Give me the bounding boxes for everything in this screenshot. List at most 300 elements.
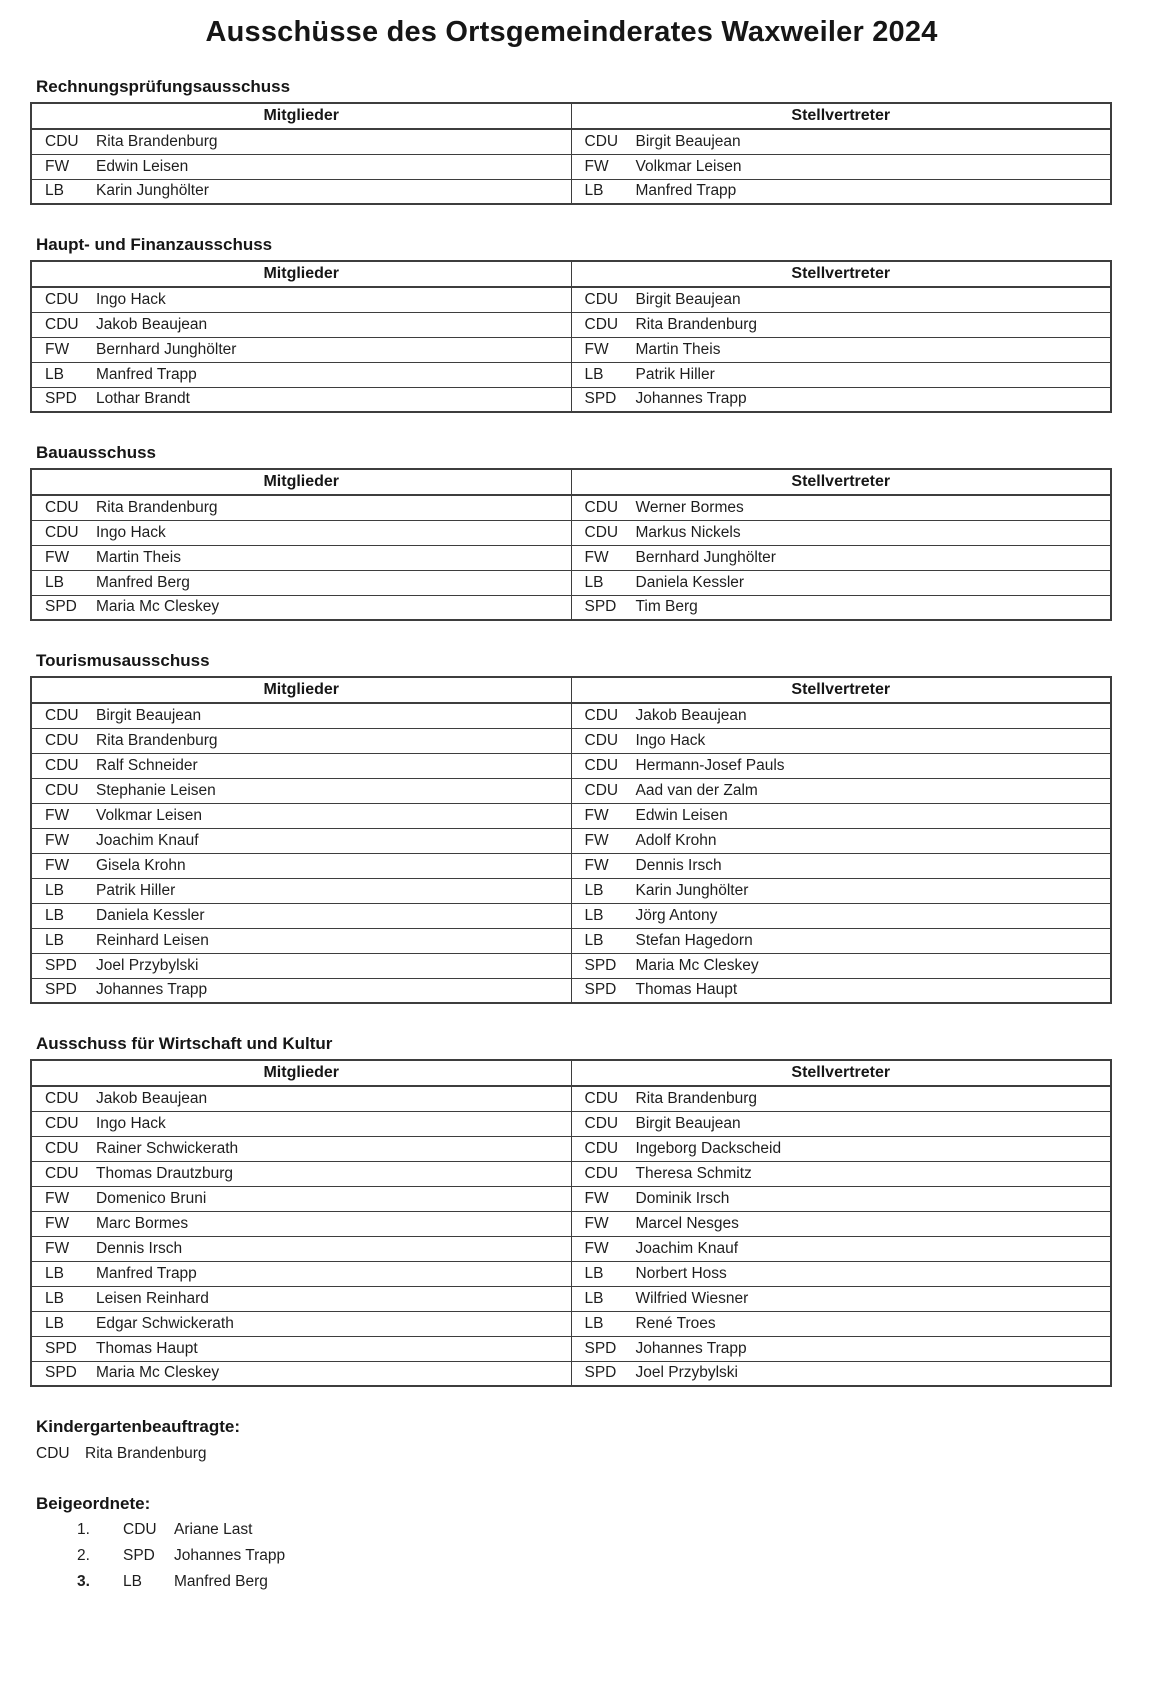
party-label: FW [584, 1189, 609, 1207]
committee-section [30, 651, 1113, 1004]
committee-table [30, 102, 1112, 205]
committee-section [30, 77, 1113, 205]
member-cell [31, 545, 571, 570]
party-label: LB [45, 906, 64, 924]
committee-section [30, 1034, 1113, 1387]
party-label: FW [45, 856, 70, 874]
person-name: Thomas Haupt [96, 1339, 198, 1357]
committee-section [30, 443, 1113, 621]
person-name: Rainer Schwickerath [96, 1139, 239, 1157]
deputy-cell [571, 129, 1111, 154]
person-name: Martin Theis [635, 340, 721, 358]
party-label: LB [45, 1289, 64, 1307]
member-cell [31, 728, 571, 753]
person-name: Edgar Schwickerath [96, 1314, 234, 1332]
member-cell [31, 828, 571, 853]
table-row [31, 903, 1111, 928]
member-cell [31, 362, 571, 387]
committee-heading: Ausschuss für Wirtschaft und Kultur [36, 1034, 333, 1053]
table-row [31, 1336, 1111, 1361]
party-label: CDU [45, 731, 79, 749]
party-label: CDU [45, 132, 79, 150]
party-label: CDU [45, 315, 79, 333]
party-label: SPD [123, 1547, 155, 1564]
deputy-cell [571, 903, 1111, 928]
person-name: Johannes Trapp [635, 390, 747, 408]
party-label: LB [584, 573, 604, 591]
person-name: Jakob Beaujean [96, 315, 208, 333]
person-name: Manfred Berg [174, 1573, 268, 1590]
person-name: Theresa Schmitz [635, 1164, 752, 1182]
party-label: FW [584, 831, 609, 849]
party-label: FW [584, 548, 609, 566]
deputy-cell [571, 545, 1111, 570]
party-label: CDU [36, 1445, 70, 1462]
member-cell [31, 953, 571, 978]
person-name: Reinhard Leisen [96, 931, 209, 949]
beigeordnete-item [77, 1546, 1113, 1566]
table-row [31, 179, 1111, 204]
deputy-cell [571, 387, 1111, 412]
person-name: Rita Brandenburg [635, 315, 757, 333]
person-name: Dennis Irsch [635, 856, 722, 874]
party-label: CDU [45, 706, 79, 724]
deputy-cell [571, 337, 1111, 362]
table-row [31, 1136, 1111, 1161]
person-name: Joachim Knauf [96, 831, 199, 849]
person-name: Gisela Krohn [96, 856, 186, 874]
person-name: Maria Mc Cleskey [635, 956, 759, 974]
beigeordnete-heading: Beigeordnete: [36, 1494, 151, 1513]
table-row [31, 154, 1111, 179]
member-cell [31, 1136, 571, 1161]
person-name: Hermann-Josef Pauls [635, 756, 785, 774]
party-label: SPD [584, 956, 617, 974]
deputy-cell [571, 362, 1111, 387]
person-name: Manfred Trapp [96, 365, 197, 383]
table-row [31, 1236, 1111, 1261]
party-label: SPD [584, 598, 617, 616]
table-row [31, 753, 1111, 778]
deputy-cell [571, 1136, 1111, 1161]
person-name: Wilfried Wiesner [635, 1289, 749, 1307]
person-name: Bernhard Junghölter [96, 340, 237, 358]
deputy-cell [571, 853, 1111, 878]
person-name: Dennis Irsch [96, 1239, 183, 1257]
table-row [31, 828, 1111, 853]
party-label: FW [45, 806, 70, 824]
person-name: Rita Brandenburg [635, 1089, 757, 1107]
party-label: CDU [584, 1089, 619, 1107]
member-cell [31, 1336, 571, 1361]
person-name: Rita Brandenburg [96, 132, 218, 150]
person-name: Stephanie Leisen [96, 781, 216, 799]
party-label: CDU [45, 523, 79, 541]
table-row [31, 1361, 1111, 1386]
party-label: CDU [45, 1164, 79, 1182]
member-cell [31, 179, 571, 204]
deputy-cell [571, 753, 1111, 778]
deputy-cell [571, 495, 1111, 520]
deputy-cell [571, 1336, 1111, 1361]
party-label: LB [584, 182, 604, 200]
party-label: CDU [584, 290, 619, 308]
person-name: Jörg Antony [635, 906, 718, 924]
person-name: Thomas Drautzburg [96, 1164, 233, 1182]
party-label: LB [45, 1264, 64, 1282]
member-cell [31, 803, 571, 828]
deputy-cell [571, 179, 1111, 204]
party-label: LB [45, 182, 64, 200]
table-row [31, 878, 1111, 903]
committee-heading: Rechnungsprüfungsausschuss [36, 77, 291, 96]
member-cell [31, 778, 571, 803]
person-name: Rita Brandenburg [85, 1445, 207, 1462]
deputy-cell [571, 1286, 1111, 1311]
person-name: Patrik Hiller [96, 881, 176, 899]
member-cell [31, 520, 571, 545]
party-label: CDU [45, 756, 79, 774]
member-cell [31, 595, 571, 620]
person-name: Johannes Trapp [635, 1339, 747, 1357]
members-column-header: Mitglieder [31, 677, 571, 703]
members-column-header: Mitglieder [31, 469, 571, 495]
deputy-cell [571, 154, 1111, 179]
party-label: SPD [584, 981, 617, 999]
person-name: Maria Mc Cleskey [96, 1364, 220, 1382]
party-label: LB [45, 573, 64, 591]
member-cell [31, 1311, 571, 1336]
member-cell [31, 1236, 571, 1261]
table-row [31, 803, 1111, 828]
party-label: CDU [45, 498, 79, 516]
person-name: Marc Bormes [96, 1214, 189, 1232]
party-label: SPD [45, 598, 77, 616]
party-label: SPD [45, 981, 77, 999]
page-title: Ausschüsse des Ortsgemeinderates Waxweiler 2024 [205, 16, 938, 48]
member-cell [31, 1361, 571, 1386]
party-label: FW [45, 548, 70, 566]
person-name: Domenico Bruni [96, 1189, 207, 1207]
deputy-cell [571, 953, 1111, 978]
deputy-cell [571, 1186, 1111, 1211]
person-name: Volkmar Leisen [635, 157, 742, 175]
member-cell [31, 853, 571, 878]
person-name: Manfred Trapp [96, 1264, 197, 1282]
table-row [31, 953, 1111, 978]
person-name: Johannes Trapp [96, 981, 208, 999]
party-label: CDU [584, 756, 619, 774]
party-label: LB [584, 906, 604, 924]
member-cell [31, 154, 571, 179]
person-name: Tim Berg [635, 598, 698, 616]
party-label: LB [123, 1573, 142, 1590]
party-label: SPD [45, 1339, 77, 1357]
person-name: Patrik Hiller [635, 365, 715, 383]
party-label: SPD [584, 1339, 617, 1357]
person-name: René Troes [635, 1314, 716, 1332]
member-cell [31, 1186, 571, 1211]
deputies-column-header: Stellvertreter [571, 261, 1111, 287]
party-label: LB [584, 1314, 604, 1332]
committee-heading: Haupt- und Finanzausschuss [36, 235, 273, 254]
member-cell [31, 495, 571, 520]
party-label: SPD [45, 1364, 77, 1382]
person-name: Volkmar Leisen [96, 806, 202, 824]
member-cell [31, 903, 571, 928]
person-name: Ralf Schneider [96, 756, 198, 774]
party-label: CDU [45, 1139, 79, 1157]
deputy-cell [571, 1111, 1111, 1136]
person-name: Joel Przybylski [635, 1364, 738, 1382]
deputy-cell [571, 928, 1111, 953]
table-row [31, 1261, 1111, 1286]
table-row [31, 1186, 1111, 1211]
party-label: CDU [584, 523, 619, 541]
person-name: Daniela Kessler [96, 906, 205, 924]
table-row [31, 520, 1111, 545]
deputies-column-header: Stellvertreter [571, 1060, 1111, 1086]
table-row [31, 778, 1111, 803]
party-label: SPD [584, 390, 617, 408]
person-name: Jakob Beaujean [96, 1089, 208, 1107]
party-label: CDU [584, 1164, 619, 1182]
table-row [31, 853, 1111, 878]
party-label: CDU [584, 706, 619, 724]
party-label: SPD [45, 390, 77, 408]
party-label: CDU [45, 781, 79, 799]
party-label: CDU [584, 1114, 619, 1132]
person-name: Leisen Reinhard [96, 1289, 209, 1307]
committee-heading: Bauausschuss [36, 443, 156, 462]
person-name: Bernhard Junghölter [635, 548, 776, 566]
table-row [31, 728, 1111, 753]
member-cell [31, 287, 571, 312]
table-row [31, 978, 1111, 1003]
party-label: SPD [584, 1364, 617, 1382]
party-label: LB [45, 881, 64, 899]
beigeordnete-item [77, 1520, 1113, 1540]
person-name: Birgit Beaujean [635, 1114, 741, 1132]
person-name: Manfred Trapp [635, 182, 737, 200]
party-label: LB [584, 1264, 604, 1282]
table-row [31, 545, 1111, 570]
person-name: Jakob Beaujean [635, 706, 747, 724]
person-name: Ingo Hack [96, 1114, 166, 1132]
committee-table [30, 676, 1112, 1004]
person-name: Aad van der Zalm [635, 781, 758, 799]
person-name: Manfred Berg [96, 573, 190, 591]
party-label: LB [584, 365, 604, 383]
member-cell [31, 1111, 571, 1136]
party-label: SPD [45, 956, 77, 974]
member-cell [31, 928, 571, 953]
party-label: FW [584, 157, 609, 175]
person-name: Rita Brandenburg [96, 498, 218, 516]
party-label: CDU [584, 1139, 619, 1157]
party-label: CDU [584, 315, 619, 333]
party-label: FW [45, 1214, 70, 1232]
table-row [31, 387, 1111, 412]
table-row [31, 1086, 1111, 1111]
party-label: CDU [584, 498, 619, 516]
person-name: Edwin Leisen [96, 157, 189, 175]
table-row [31, 595, 1111, 620]
party-label: FW [45, 1239, 70, 1257]
party-label: LB [584, 1289, 604, 1307]
party-label: FW [45, 157, 70, 175]
person-name: Ingeborg Dackscheid [635, 1139, 782, 1157]
committee-table [30, 260, 1112, 413]
committee-table [30, 1059, 1112, 1387]
table-row [31, 703, 1111, 728]
deputy-cell [571, 878, 1111, 903]
person-name: Daniela Kessler [635, 573, 745, 591]
person-name: Joel Przybylski [96, 956, 199, 974]
members-column-header: Mitglieder [31, 261, 571, 287]
person-name: Karin Junghölter [635, 881, 749, 899]
deputy-cell [571, 1211, 1111, 1236]
member-cell [31, 878, 571, 903]
party-label: FW [45, 340, 70, 358]
item-number: 2. [77, 1547, 90, 1564]
deputy-cell [571, 520, 1111, 545]
kindergarten-section [30, 1417, 1113, 1464]
person-name: Joachim Knauf [635, 1239, 739, 1257]
party-label: FW [584, 856, 609, 874]
deputy-cell [571, 978, 1111, 1003]
table-row [31, 1161, 1111, 1186]
member-cell [31, 1211, 571, 1236]
person-name: Ingo Hack [96, 290, 166, 308]
committee-table [30, 468, 1112, 621]
deputy-cell [571, 803, 1111, 828]
party-label: FW [584, 1214, 609, 1232]
party-label: CDU [584, 781, 619, 799]
deputies-column-header: Stellvertreter [571, 677, 1111, 703]
deputy-cell [571, 570, 1111, 595]
table-row [31, 312, 1111, 337]
member-cell [31, 129, 571, 154]
deputy-cell [571, 1236, 1111, 1261]
member-cell [31, 337, 571, 362]
party-label: FW [584, 340, 609, 358]
table-row [31, 287, 1111, 312]
person-name: Ingo Hack [96, 523, 166, 541]
deputy-cell [571, 1261, 1111, 1286]
deputy-cell [571, 1086, 1111, 1111]
member-cell [31, 1086, 571, 1111]
party-label: CDU [45, 290, 79, 308]
table-row [31, 1286, 1111, 1311]
kindergarten-entry [36, 1444, 1113, 1464]
party-label: CDU [123, 1521, 157, 1538]
person-name: Thomas Haupt [635, 981, 738, 999]
party-label: CDU [45, 1114, 79, 1132]
committee-section [30, 235, 1113, 413]
deputy-cell [571, 1311, 1111, 1336]
person-name: Dominik Irsch [635, 1189, 730, 1207]
person-name: Birgit Beaujean [635, 290, 741, 308]
party-label: CDU [584, 132, 619, 150]
person-name: Lothar Brandt [96, 390, 190, 408]
party-label: CDU [584, 731, 619, 749]
member-cell [31, 570, 571, 595]
party-label: LB [45, 1314, 64, 1332]
deputy-cell [571, 828, 1111, 853]
person-name: Rita Brandenburg [96, 731, 218, 749]
person-name: Ingo Hack [635, 731, 706, 749]
person-name: Marcel Nesges [635, 1214, 739, 1232]
person-name: Karin Junghölter [96, 182, 209, 200]
table-row [31, 928, 1111, 953]
table-row [31, 1211, 1111, 1236]
table-row [31, 1111, 1111, 1136]
deputies-column-header: Stellvertreter [571, 469, 1111, 495]
member-cell [31, 703, 571, 728]
person-name: Stefan Hagedorn [635, 931, 753, 949]
members-column-header: Mitglieder [31, 103, 571, 129]
beigeordnete-list [30, 1520, 1113, 1592]
person-name: Martin Theis [96, 548, 181, 566]
item-number: 3. [77, 1573, 90, 1590]
member-cell [31, 1161, 571, 1186]
person-name: Birgit Beaujean [96, 706, 202, 724]
person-name: Norbert Hoss [635, 1264, 727, 1282]
party-label: LB [45, 365, 64, 383]
table-row [31, 337, 1111, 362]
person-name: Johannes Trapp [174, 1547, 286, 1564]
kindergarten-heading: Kindergartenbeauftragte: [36, 1417, 241, 1436]
table-row [31, 362, 1111, 387]
table-row [31, 495, 1111, 520]
person-name: Werner Bormes [635, 498, 744, 516]
beigeordnete-item [77, 1572, 1113, 1592]
party-label: FW [45, 1189, 70, 1207]
member-cell [31, 312, 571, 337]
person-name: Ariane Last [174, 1521, 253, 1538]
table-row [31, 129, 1111, 154]
party-label: FW [584, 1239, 609, 1257]
deputy-cell [571, 312, 1111, 337]
member-cell [31, 978, 571, 1003]
deputy-cell [571, 287, 1111, 312]
party-label: FW [584, 806, 609, 824]
members-column-header: Mitglieder [31, 1060, 571, 1086]
committee-heading: Tourismusausschuss [36, 651, 210, 670]
beigeordnete-section [30, 1494, 1113, 1592]
party-label: CDU [45, 1089, 79, 1107]
member-cell [31, 1286, 571, 1311]
party-label: LB [584, 881, 604, 899]
person-name: Birgit Beaujean [635, 132, 741, 150]
deputy-cell [571, 595, 1111, 620]
party-label: FW [45, 831, 70, 849]
deputy-cell [571, 1161, 1111, 1186]
table-row [31, 1311, 1111, 1336]
deputies-column-header: Stellvertreter [571, 103, 1111, 129]
table-row [31, 570, 1111, 595]
item-number: 1. [77, 1521, 90, 1538]
party-label: LB [584, 931, 604, 949]
deputy-cell [571, 778, 1111, 803]
committees-container [30, 77, 1113, 1387]
member-cell [31, 753, 571, 778]
member-cell [31, 387, 571, 412]
person-name: Markus Nickels [635, 523, 741, 541]
deputy-cell [571, 1361, 1111, 1386]
person-name: Maria Mc Cleskey [96, 598, 220, 616]
